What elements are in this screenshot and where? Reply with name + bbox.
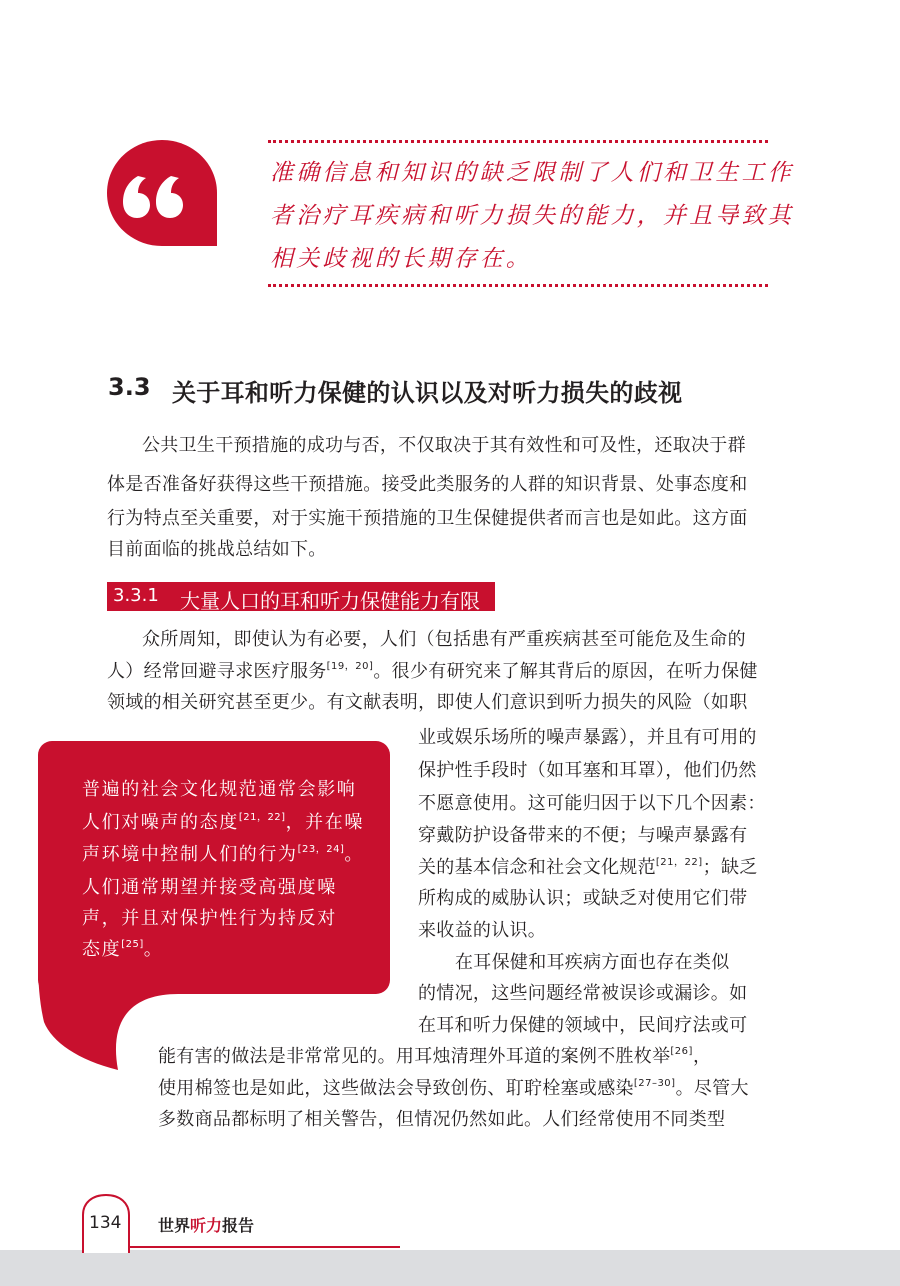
callout-line: 人们对噪声的态度[21，22]，并在噪 (82, 812, 364, 833)
section-title: 关于耳和听力保健的认识以及对听力损失的歧视 (172, 379, 683, 407)
body-line: 多数商品都标明了相关警告，但情况仍然如此。人们经常使用不同类型 (158, 1109, 726, 1130)
running-title: 世界听力报告 (158, 1216, 255, 1235)
callout-line: 人们通常期望并接受高强度噪 (82, 877, 337, 898)
subsection-title: 大量人口的耳和听力保健能力有限 (180, 589, 480, 613)
citation: [27–30] (633, 1078, 676, 1089)
body-line: 能有害的做法是非常常见的。用耳烛清理外耳道的案例不胜枚举[26]， (158, 1046, 712, 1067)
pull-quote-line: 相关歧视的长期存在。 (270, 246, 532, 272)
citation: [26] (670, 1046, 693, 1057)
citation: [21，22] (238, 812, 286, 823)
citation: [19，20] (326, 661, 374, 672)
body-line: 使用棉签也是如此，这些做法会导致创伤、耵聍栓塞或感染[27–30]。尽管大 (158, 1078, 749, 1099)
citation: [21，22] (655, 857, 703, 868)
subsection-number: 3.3.1 (113, 585, 159, 606)
page-number: 134 (89, 1213, 122, 1233)
body-line: 所构成的威胁认识；或缺乏对使用它们带 (418, 888, 748, 909)
body-line: 来收益的认识。 (418, 920, 547, 941)
body-line: 业或娱乐场所的噪声暴露），并且有可用的 (418, 727, 757, 748)
callout-line: 声环境中控制人们的行为[23，24]。 (82, 844, 364, 865)
citation: [23，24] (297, 844, 345, 855)
subsection-heading-bar (107, 582, 495, 611)
intro-line: 体是否准备好获得这些干预措施。接受此类服务的人群的知识背景、处事态度和 (107, 474, 748, 495)
body-line: 保护性手段时（如耳塞和耳罩），他们仍然 (418, 760, 757, 781)
body-line: 在耳保健和耳疾病方面也存在类似 (455, 952, 730, 973)
body-line: 关的基本信念和社会文化规范[21，22]；缺乏 (418, 857, 758, 878)
body-line: 在耳和听力保健的领域中，民间疗法或可 (418, 1015, 748, 1036)
body-line: 领域的相关研究甚至更少。有文献表明，即使人们意识到听力损失的风险（如职 (107, 692, 748, 713)
left-double-quote-icon (105, 138, 220, 250)
pull-quote-line: 者治疗耳疾病和听力损失的能力，并且导致其 (270, 203, 794, 229)
callout-line: 态度[25]。 (82, 939, 164, 960)
body-line: 众所周知，即使认为有必要，人们（包括患有严重疾病甚至可能危及生命的 (142, 629, 746, 650)
body-line: 的情况，这些问题经常被误诊或漏诊。如 (418, 983, 748, 1004)
section-number: 3.3 (108, 373, 151, 401)
quote-bottom-dotted-rule (268, 284, 768, 287)
footer-band (0, 1250, 900, 1286)
callout-line: 普遍的社会文化规范通常会影响 (82, 779, 357, 800)
pull-quote (270, 152, 794, 281)
intro-line: 目前面临的挑战总结如下。 (107, 539, 327, 560)
pull-quote-line: 准确信息和知识的缺乏限制了人们和卫生工作 (270, 160, 794, 186)
intro-line: 公共卫生干预措施的成功与否，不仅取决于其有效性和可及性，还取决于群 (142, 435, 746, 456)
body-line: 穿戴防护设备带来的不便；与噪声暴露有 (418, 825, 748, 846)
callout-line: 声，并且对保护性行为持反对 (82, 908, 337, 929)
quote-top-dotted-rule (268, 140, 768, 143)
footer-rule (128, 1246, 400, 1248)
body-line: 不愿意使用。这可能归因于以下几个因素： (418, 793, 766, 814)
callout-speech-tail (38, 960, 178, 1070)
citation: [25] (121, 939, 144, 950)
intro-line: 行为特点至关重要，对于实施干预措施的卫生保健提供者而言也是如此。这方面 (107, 508, 748, 529)
body-line: 人）经常回避寻求医疗服务[19，20]。很少有研究来了解其背后的原因，在听力保健 (107, 661, 758, 682)
